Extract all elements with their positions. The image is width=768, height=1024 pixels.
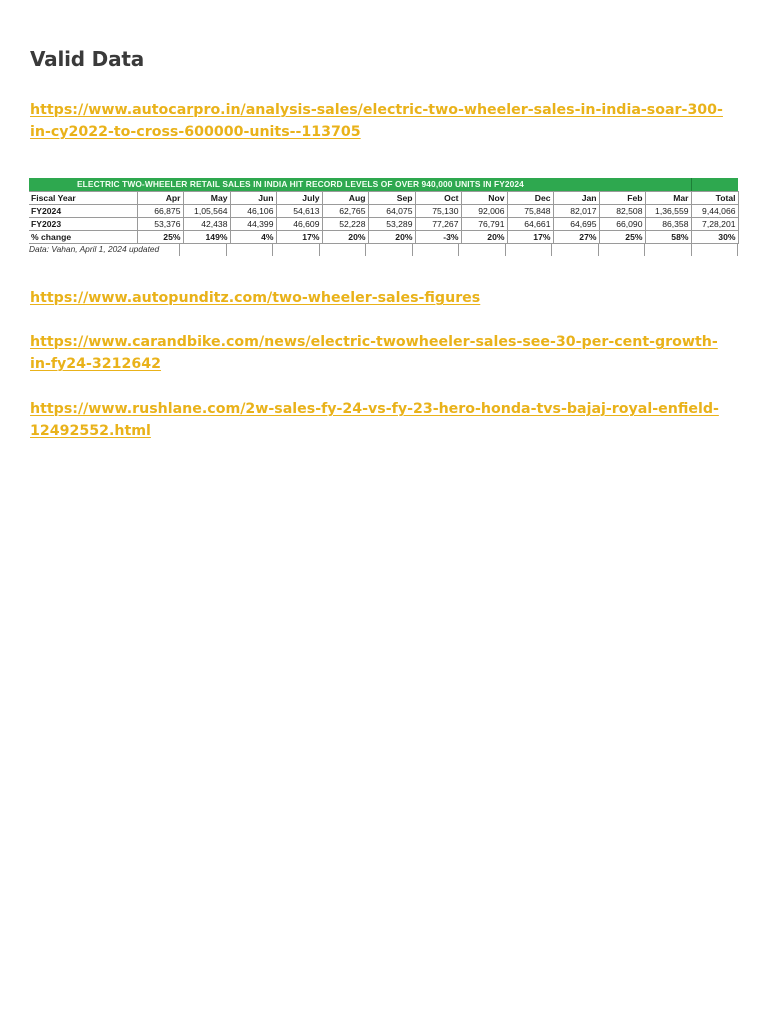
empty-cell: [366, 243, 413, 256]
table-cell: 42,438: [183, 218, 230, 231]
empty-cell: [645, 243, 692, 256]
source-link-carandbike[interactable]: https://www.carandbike.com/news/electric-twowheeler-sales-see-30-per-cent-growth-in-fy24-3212642: [30, 334, 718, 372]
empty-cell: [459, 243, 506, 256]
header-cell: Total: [691, 192, 738, 205]
table-cell: 53,289: [368, 218, 415, 231]
empty-cell: [552, 243, 599, 256]
row-label: FY2023: [29, 218, 137, 231]
empty-cell: [599, 243, 646, 256]
table-cell: 7,28,201: [691, 218, 738, 231]
table-cell: 20%: [461, 231, 507, 244]
sales-table: [29, 191, 739, 244]
table-cell: 20%: [322, 231, 368, 244]
sales-table-image: [29, 178, 738, 256]
table-cell: 25%: [599, 231, 645, 244]
header-cell: Fiscal Year: [29, 192, 137, 205]
empty-cell: [180, 243, 227, 256]
table-cell: 1,36,559: [645, 205, 691, 218]
source-link-autocarpro[interactable]: https://www.autocarpro.in/analysis-sales/electric-two-wheeler-sales-in-india-soar-300-in-cy2022-to-cross-600000-units--113705: [30, 102, 723, 140]
table-cell: 54,613: [276, 205, 322, 218]
table-cell: 20%: [368, 231, 415, 244]
table-cell: 64,661: [507, 218, 553, 231]
table-cell: 82,508: [599, 205, 645, 218]
table-cell: 92,006: [461, 205, 507, 218]
table-cell: 1,05,564: [183, 205, 230, 218]
table-cell: 30%: [691, 231, 738, 244]
table-cell: 77,267: [415, 218, 461, 231]
table-cell: 64,075: [368, 205, 415, 218]
table-cell: 4%: [230, 231, 276, 244]
table-cell: 44,399: [230, 218, 276, 231]
table-cell: 86,358: [645, 218, 691, 231]
header-cell: Feb: [599, 192, 645, 205]
table-source-note: Data: Vahan, April 1, 2024 updated: [29, 244, 180, 256]
empty-cell: [506, 243, 553, 256]
header-cell: Jun: [230, 192, 276, 205]
table-cell: 9,44,066: [691, 205, 738, 218]
header-cell: Dec: [507, 192, 553, 205]
table-cell: 66,875: [137, 205, 183, 218]
header-cell: Oct: [415, 192, 461, 205]
table-cell: 17%: [276, 231, 322, 244]
table-cell: 58%: [645, 231, 691, 244]
table-cell: 75,848: [507, 205, 553, 218]
header-cell: Apr: [137, 192, 183, 205]
source-link-autopunditz[interactable]: https://www.autopunditz.com/two-wheeler-sales-figures: [30, 290, 481, 306]
table-cell: 62,765: [322, 205, 368, 218]
header-cell: Mar: [645, 192, 691, 205]
table-cell: 66,090: [599, 218, 645, 231]
table-cell: 82,017: [553, 205, 599, 218]
table-row-fy2023: [29, 218, 738, 231]
table-cell: 46,609: [276, 218, 322, 231]
header-cell: Aug: [322, 192, 368, 205]
empty-cell: [273, 243, 320, 256]
table-cell: 53,376: [137, 218, 183, 231]
table-header-row: [29, 192, 738, 205]
table-cell: 75,130: [415, 205, 461, 218]
table-note-row-cells: [180, 243, 738, 256]
source-link-rushlane[interactable]: https://www.rushlane.com/2w-sales-fy-24-vs-fy-23-hero-honda-tvs-bajaj-royal-enfield-12492552.html: [30, 401, 719, 439]
table-cell: 46,106: [230, 205, 276, 218]
table-banner-total-box: [691, 178, 739, 191]
empty-cell: [227, 243, 274, 256]
table-row-percent-change: [29, 231, 738, 244]
empty-cell: [413, 243, 460, 256]
table-cell: 64,695: [553, 218, 599, 231]
header-cell: May: [183, 192, 230, 205]
header-cell: Nov: [461, 192, 507, 205]
table-cell: 17%: [507, 231, 553, 244]
table-cell: 149%: [183, 231, 230, 244]
table-cell: -3%: [415, 231, 461, 244]
empty-cell: [320, 243, 367, 256]
header-cell: Sep: [368, 192, 415, 205]
table-banner-title: ELECTRIC TWO-WHEELER RETAIL SALES IN INDIA HIT RECORD LEVELS OF OVER 940,000 UNITS IN FY2024: [77, 179, 524, 189]
table-cell: 52,228: [322, 218, 368, 231]
row-label: FY2024: [29, 205, 137, 218]
header-cell: July: [276, 192, 322, 205]
table-row-fy2024: [29, 205, 738, 218]
table-cell: 27%: [553, 231, 599, 244]
table-cell: 25%: [137, 231, 183, 244]
table-banner: [29, 178, 738, 191]
empty-cell: [692, 243, 739, 256]
page-title: Valid Data: [30, 47, 145, 71]
row-label: % change: [29, 231, 137, 244]
table-cell: 76,791: [461, 218, 507, 231]
header-cell: Jan: [553, 192, 599, 205]
